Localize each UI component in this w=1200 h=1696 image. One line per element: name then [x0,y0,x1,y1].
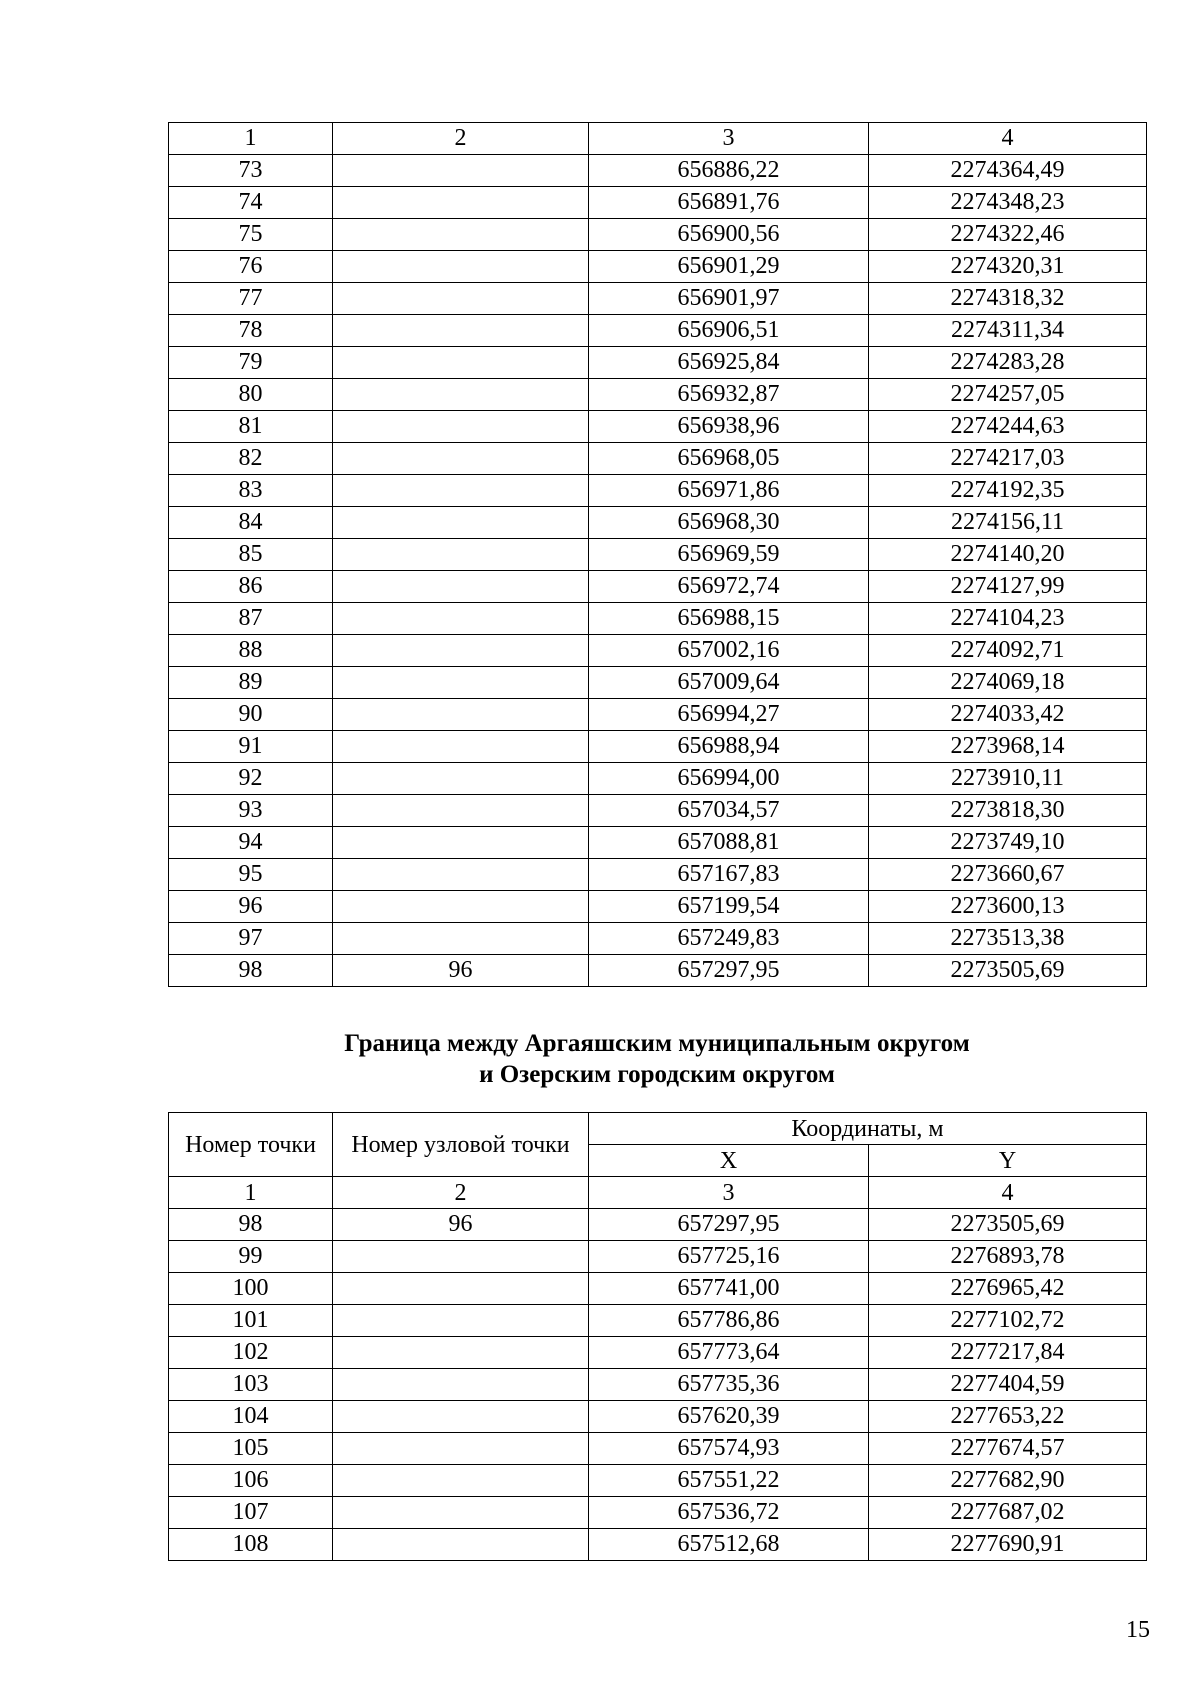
point-number-cell: 93 [169,795,333,827]
x-coordinate-cell: 656971,86 [589,475,869,507]
x-coordinate-cell: 656988,94 [589,731,869,763]
node-point-cell [333,539,589,571]
node-point-cell [333,891,589,923]
y-coordinate-cell: 2277687,02 [869,1497,1147,1529]
y-coordinate-cell: 2273818,30 [869,795,1147,827]
node-point-cell [333,1497,589,1529]
y-coordinate-cell: 2274033,42 [869,699,1147,731]
node-point-cell [333,699,589,731]
x-coordinate-cell: 657088,81 [589,827,869,859]
y-coordinate-cell: 2274127,99 [869,571,1147,603]
node-point-cell [333,1241,589,1273]
x-coordinate-cell: 657620,39 [589,1401,869,1433]
node-point-cell [333,283,589,315]
x-coordinate-cell: 656994,27 [589,699,869,731]
column-number: 3 [589,1177,869,1209]
node-point-cell [333,1401,589,1433]
point-number-cell: 81 [169,411,333,443]
x-coordinate-cell: 657199,54 [589,891,869,923]
table-row [169,859,1147,891]
point-number-cell: 76 [169,251,333,283]
column-number: 2 [333,1177,589,1209]
node-point-cell [333,1337,589,1369]
table-row [169,219,1147,251]
point-number-cell: 75 [169,219,333,251]
y-coordinate-cell: 2274244,63 [869,411,1147,443]
y-coordinate-cell: 2274140,20 [869,539,1147,571]
point-number-header: Номер точки [169,1113,333,1177]
page-number: 15 [1126,1617,1150,1643]
y-coordinate-cell: 2274092,71 [869,635,1147,667]
x-coordinate-cell: 656891,76 [589,187,869,219]
column-number: 4 [869,1177,1147,1209]
x-coordinate-cell: 657249,83 [589,923,869,955]
y-coordinate-cell: 2273600,13 [869,891,1147,923]
node-point-cell [333,1273,589,1305]
table-row [169,1433,1147,1465]
x-coordinate-cell: 656994,00 [589,763,869,795]
table-row [169,475,1147,507]
x-coordinate-cell: 657551,22 [589,1465,869,1497]
table-row [169,1305,1147,1337]
table-row [169,539,1147,571]
x-coordinate-cell: 657786,86 [589,1305,869,1337]
point-number-cell: 98 [169,955,333,987]
x-coordinate-cell: 657536,72 [589,1497,869,1529]
header-row [169,1113,1147,1145]
section-title [168,1028,1146,1090]
node-point-cell [333,763,589,795]
section-title-line-2: и Озерским городским округом [479,1061,835,1088]
table-row [169,1497,1147,1529]
node-point-cell [333,571,589,603]
y-coordinate-cell: 2274156,11 [869,507,1147,539]
x-coordinate-cell: 657773,64 [589,1337,869,1369]
point-number-cell: 104 [169,1401,333,1433]
x-coordinate-cell: 657034,57 [589,795,869,827]
point-number-cell: 106 [169,1465,333,1497]
table-row [169,699,1147,731]
table-row [169,187,1147,219]
y-coordinate-cell: 2277102,72 [869,1305,1147,1337]
coordinates-header: Координаты, м [589,1113,1147,1145]
column-number: 2 [333,123,589,155]
point-number-cell: 90 [169,699,333,731]
x-coordinate-cell: 656972,74 [589,571,869,603]
table-row [169,443,1147,475]
y-coordinate-cell: 2274104,23 [869,603,1147,635]
node-point-cell [333,1369,589,1401]
column-number-row [169,1177,1147,1209]
table-row [169,1241,1147,1273]
node-point-cell [333,155,589,187]
table-row [169,571,1147,603]
table-row [169,923,1147,955]
table-row [169,155,1147,187]
x-coordinate-cell: 656900,56 [589,219,869,251]
y-coordinate-cell: 2276965,42 [869,1273,1147,1305]
point-number-cell: 86 [169,571,333,603]
point-number-cell: 102 [169,1337,333,1369]
table-row [169,315,1147,347]
y-coordinate-cell: 2274364,49 [869,155,1147,187]
y-coordinate-cell: 2273505,69 [869,955,1147,987]
table-row [169,827,1147,859]
x-coordinate-cell: 656938,96 [589,411,869,443]
column-number: 1 [169,1177,333,1209]
y-coordinate-cell: 2273910,11 [869,763,1147,795]
node-point-cell [333,347,589,379]
x-coordinate-cell: 656901,29 [589,251,869,283]
table-row [169,507,1147,539]
y-coordinate-cell: 2273513,38 [869,923,1147,955]
column-number: 4 [869,123,1147,155]
table-row [169,1529,1147,1561]
node-point-cell [333,1305,589,1337]
x-coordinate-cell: 657725,16 [589,1241,869,1273]
x-coordinate-cell: 656925,84 [589,347,869,379]
node-point-cell [333,827,589,859]
node-point-cell [333,859,589,891]
point-number-cell: 105 [169,1433,333,1465]
table-row [169,1401,1147,1433]
x-coordinate-cell: 656906,51 [589,315,869,347]
table-row [169,603,1147,635]
y-coordinate-cell: 2274192,35 [869,475,1147,507]
point-number-cell: 99 [169,1241,333,1273]
x-coordinate-cell: 656988,15 [589,603,869,635]
y-coordinate-cell: 2274348,23 [869,187,1147,219]
y-coordinate-cell: 2274322,46 [869,219,1147,251]
node-point-cell [333,251,589,283]
node-point-cell [333,667,589,699]
x-coordinate-cell: 656932,87 [589,379,869,411]
table-row [169,1273,1147,1305]
node-point-cell [333,187,589,219]
x-coordinate-cell: 656969,59 [589,539,869,571]
y-coordinate-cell: 2274283,28 [869,347,1147,379]
x-coordinate-cell: 657297,95 [589,955,869,987]
table-row [169,379,1147,411]
point-number-cell: 92 [169,763,333,795]
node-point-cell [333,379,589,411]
table-row [169,795,1147,827]
point-number-cell: 82 [169,443,333,475]
node-point-cell [333,1433,589,1465]
point-number-cell: 89 [169,667,333,699]
table-row [169,667,1147,699]
y-coordinate-cell: 2274311,34 [869,315,1147,347]
point-number-cell: 107 [169,1497,333,1529]
x-coordinate-cell: 656901,97 [589,283,869,315]
node-point-cell [333,475,589,507]
node-point-cell [333,411,589,443]
y-coordinate-cell: 2274318,32 [869,283,1147,315]
point-number-cell: 73 [169,155,333,187]
table-row [169,1337,1147,1369]
point-number-cell: 88 [169,635,333,667]
x-coordinate-cell: 657574,93 [589,1433,869,1465]
point-number-cell: 87 [169,603,333,635]
x-coordinate-cell: 656968,30 [589,507,869,539]
section-title-line-1: Граница между Аргаяшским муниципальным округом [344,1030,970,1057]
point-number-cell: 108 [169,1529,333,1561]
table-row [169,283,1147,315]
table-row [169,1209,1147,1241]
node-point-cell [333,1465,589,1497]
column-number: 3 [589,123,869,155]
x-coordinate-cell: 657002,16 [589,635,869,667]
column-number-row [169,123,1147,155]
x-coordinate-cell: 656886,22 [589,155,869,187]
y-coordinate-cell: 2277674,57 [869,1433,1147,1465]
point-number-cell: 97 [169,923,333,955]
table-row [169,251,1147,283]
point-number-cell: 95 [169,859,333,891]
point-number-cell: 94 [169,827,333,859]
x-header: X [589,1145,869,1177]
y-coordinate-cell: 2274069,18 [869,667,1147,699]
y-coordinate-cell: 2274320,31 [869,251,1147,283]
point-number-cell: 79 [169,347,333,379]
coordinates-table-continued [168,122,1147,987]
node-point-cell [333,443,589,475]
column-number: 1 [169,123,333,155]
point-number-cell: 100 [169,1273,333,1305]
table-row [169,635,1147,667]
x-coordinate-cell: 657009,64 [589,667,869,699]
node-point-cell [333,731,589,763]
y-coordinate-cell: 2273749,10 [869,827,1147,859]
table-row [169,1369,1147,1401]
y-coordinate-cell: 2277404,59 [869,1369,1147,1401]
y-coordinate-cell: 2273505,69 [869,1209,1147,1241]
point-number-cell: 85 [169,539,333,571]
point-number-cell: 77 [169,283,333,315]
point-number-cell: 78 [169,315,333,347]
y-coordinate-cell: 2273968,14 [869,731,1147,763]
y-coordinate-cell: 2277653,22 [869,1401,1147,1433]
node-point-cell [333,315,589,347]
x-coordinate-cell: 657167,83 [589,859,869,891]
node-point-cell: 96 [333,1209,589,1241]
table-row [169,731,1147,763]
point-number-cell: 84 [169,507,333,539]
point-number-cell: 91 [169,731,333,763]
node-point-cell [333,507,589,539]
y-coordinate-cell: 2277217,84 [869,1337,1147,1369]
point-number-cell: 101 [169,1305,333,1337]
node-point-cell [333,603,589,635]
x-coordinate-cell: 657735,36 [589,1369,869,1401]
table-row [169,891,1147,923]
table-row [169,411,1147,443]
node-point-cell [333,219,589,251]
x-coordinate-cell: 657297,95 [589,1209,869,1241]
node-point-cell [333,795,589,827]
node-point-cell: 96 [333,955,589,987]
y-coordinate-cell: 2277690,91 [869,1529,1147,1561]
point-number-cell: 96 [169,891,333,923]
y-coordinate-cell: 2273660,67 [869,859,1147,891]
node-point-cell [333,1529,589,1561]
table-row [169,955,1147,987]
point-number-cell: 80 [169,379,333,411]
node-point-number-header: Номер узловой точки [333,1113,589,1177]
y-coordinate-cell: 2274217,03 [869,443,1147,475]
y-coordinate-cell: 2276893,78 [869,1241,1147,1273]
table-row [169,763,1147,795]
y-coordinate-cell: 2274257,05 [869,379,1147,411]
table-row [169,1465,1147,1497]
point-number-cell: 103 [169,1369,333,1401]
x-coordinate-cell: 656968,05 [589,443,869,475]
point-number-cell: 83 [169,475,333,507]
x-coordinate-cell: 657512,68 [589,1529,869,1561]
boundary-coordinates-table [168,1112,1147,1561]
y-header: Y [869,1145,1147,1177]
point-number-cell: 74 [169,187,333,219]
point-number-cell: 98 [169,1209,333,1241]
table-row [169,347,1147,379]
node-point-cell [333,635,589,667]
node-point-cell [333,923,589,955]
x-coordinate-cell: 657741,00 [589,1273,869,1305]
y-coordinate-cell: 2277682,90 [869,1465,1147,1497]
